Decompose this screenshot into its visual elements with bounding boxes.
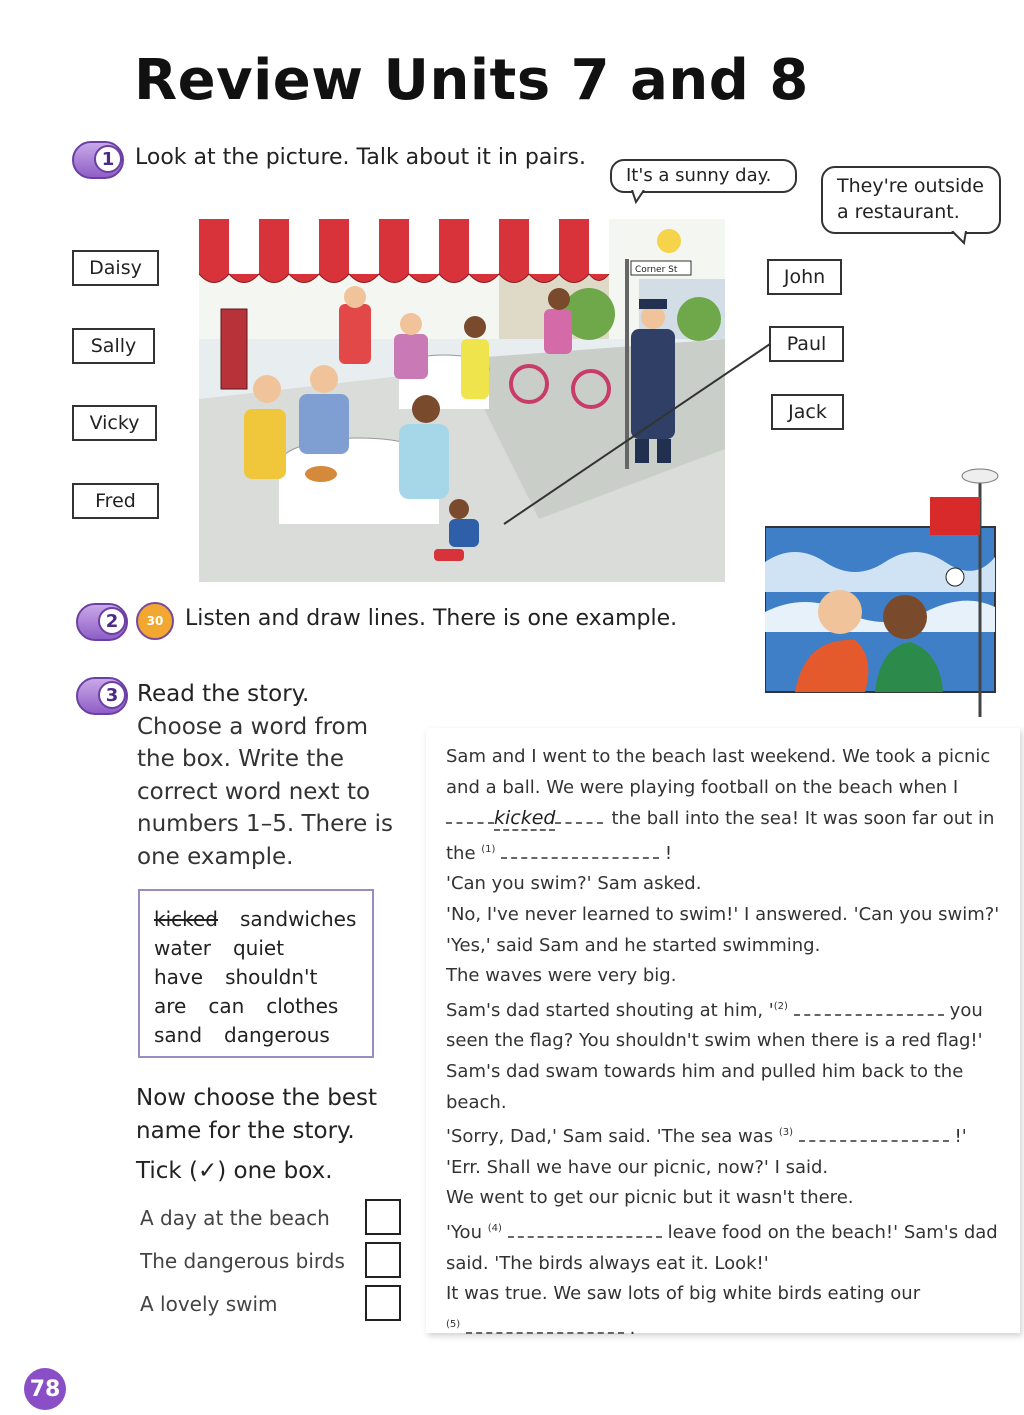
story-fragment: Sam's dad started shouting at him, ' <box>446 999 774 1021</box>
name-label: Vicky <box>89 412 140 434</box>
word-water: water <box>154 936 211 960</box>
story-line: $^{(5)}$ . <box>446 1317 636 1339</box>
blank-number: (5) <box>446 1318 461 1330</box>
exercise-1-number: 1 <box>94 145 122 173</box>
blank-number: (2) <box>773 1000 788 1012</box>
name-label: Sally <box>90 335 137 357</box>
blank-number: (4) <box>487 1222 502 1234</box>
bubble-tail <box>950 231 970 245</box>
choose-name-instruction: Now choose the best name for the story. <box>136 1085 378 1144</box>
word-box <box>138 889 374 1058</box>
answer-blank <box>446 808 494 824</box>
story-text <box>446 742 1006 1344</box>
exercise-3-instruction-text: Choose a word from the box. Write the correct word next to numbers 1–5. There is one example. <box>137 713 394 870</box>
red-flag <box>930 497 980 535</box>
exercise-2-number: 2 <box>98 607 126 635</box>
option-label-day-at-beach: A day at the beach <box>140 1206 330 1230</box>
answer-blank-1[interactable] <box>501 843 659 859</box>
option-checkbox-1[interactable] <box>365 1199 401 1235</box>
exercise-3-number: 3 <box>98 681 126 709</box>
beach-illustration <box>765 462 1010 722</box>
name-box-paul[interactable] <box>769 326 844 362</box>
name-label: Fred <box>95 490 136 512</box>
name-box-fred[interactable] <box>72 483 159 519</box>
word-are: are <box>154 994 187 1018</box>
speech-bubble-sunny <box>610 159 797 193</box>
audio-track-icon[interactable] <box>136 602 174 640</box>
track-number: 30 <box>146 614 164 628</box>
word-clothes: clothes <box>266 994 339 1018</box>
story-fragment: the <box>446 842 476 864</box>
option-checkbox-3[interactable] <box>365 1285 401 1321</box>
exercise-2-instruction: Listen and draw lines. There is one example. <box>185 606 678 631</box>
option-checkbox-2[interactable] <box>365 1242 401 1278</box>
tick-instruction: Tick (✓) one box. <box>136 1158 333 1184</box>
speech-bubble-restaurant <box>821 166 1001 234</box>
blank-number: (1) <box>481 843 496 855</box>
name-box-jack[interactable] <box>771 394 844 430</box>
story-fragment: leave food on the beach!' Sam's dad <box>667 1221 998 1243</box>
story-line: 'Can you swim?' Sam asked. <box>446 873 702 895</box>
bubble-tail <box>630 190 650 204</box>
exercise-3-instruction <box>137 678 407 873</box>
name-box-daisy[interactable] <box>72 250 159 286</box>
option-label-dangerous-birds: The dangerous birds <box>140 1249 345 1273</box>
bubble-line-2: a restaurant. <box>837 200 960 223</box>
answer-blank-2[interactable] <box>794 1000 944 1016</box>
name-box-john[interactable] <box>767 259 842 295</box>
word-sandwiches: sandwiches <box>240 907 357 931</box>
name-label: Daisy <box>89 257 142 279</box>
exercise-1-instruction: Look at the picture. Talk about it in pairs. <box>135 145 586 170</box>
page-number: 78 <box>24 1368 66 1410</box>
story-fragment: the ball into the sea! It was soon far out in <box>611 808 995 830</box>
name-label: John <box>783 266 826 288</box>
name-label: Paul <box>786 333 827 355</box>
story-line: the $^{(1)}$ ! <box>446 842 673 864</box>
blank-number: (3) <box>778 1127 794 1139</box>
exercise-2-badge <box>76 603 128 641</box>
awning <box>199 219 609 283</box>
answer-blank <box>555 808 603 824</box>
story-line: It was true. We saw lots of big white birds eating our <box>446 1283 921 1305</box>
name-box-sally[interactable] <box>72 328 155 364</box>
bubble-text: It's a sunny day. <box>626 165 772 186</box>
story-fragment: 'You <box>446 1221 482 1243</box>
story-line: Sam and I went to the beach last weekend. We took a picnic <box>446 746 991 767</box>
story-line: 'Yes,' said Sam and he started swimming. <box>446 934 821 956</box>
word-dangerous: dangerous <box>224 1023 330 1047</box>
street-sign-text: Corner St <box>635 265 678 275</box>
word-sand: sand <box>154 1023 203 1047</box>
option-label-lovely-swim: A lovely swim <box>140 1292 278 1316</box>
word-shouldnt: shouldn't <box>225 965 318 989</box>
story-line: 'No, I've never learned to swim!' I answered. 'Can you swim?' <box>446 903 1000 925</box>
exercise-3-badge <box>76 677 128 715</box>
word-have: have <box>154 965 204 989</box>
page-title: Review Units 7 and 8 <box>134 48 809 113</box>
story-fragment: 'Sorry, Dad,' Sam said. 'The sea was <box>446 1126 774 1148</box>
name-box-vicky[interactable] <box>72 405 157 441</box>
story-fragment: you <box>949 999 983 1021</box>
bubble-line-1: They're outside <box>837 175 984 197</box>
story-line: beach. <box>446 1091 507 1113</box>
exercise-3-lead: Read the story. <box>137 681 310 707</box>
story-line: Sam's dad swam towards him and pulled him back to the <box>446 1060 964 1082</box>
exercise-1-badge <box>72 141 124 179</box>
answer-blank-4[interactable] <box>508 1222 662 1238</box>
answer-blank-5[interactable] <box>466 1318 624 1334</box>
word-can: can <box>208 994 245 1018</box>
word-kicked: kicked <box>154 907 219 931</box>
story-line <box>446 992 1006 1027</box>
story-line: seen the flag? You shouldn't swim when there is a red flag!' <box>446 1030 983 1052</box>
example-answer: kicked <box>494 807 556 830</box>
story-line: 'Err. Shall we have our picnic, now?' I said. <box>446 1156 829 1178</box>
story-line <box>446 803 1006 835</box>
story-line: and a ball. We were playing football on the beach when I <box>446 776 959 798</box>
answer-blank-3[interactable] <box>799 1126 949 1142</box>
word-quiet: quiet <box>232 936 285 960</box>
example-line <box>500 340 780 530</box>
story-line: We went to get our picnic but it wasn't there. <box>446 1187 854 1209</box>
story-line <box>446 1214 1006 1249</box>
story-line: The waves were very big. <box>446 965 677 987</box>
story-line: said. 'The birds always eat it. Look!' <box>446 1252 769 1274</box>
name-label: Jack <box>788 401 827 423</box>
story-line: 'Sorry, Dad,' Sam said. 'The sea was $^{(3)}$ !' <box>446 1126 967 1148</box>
